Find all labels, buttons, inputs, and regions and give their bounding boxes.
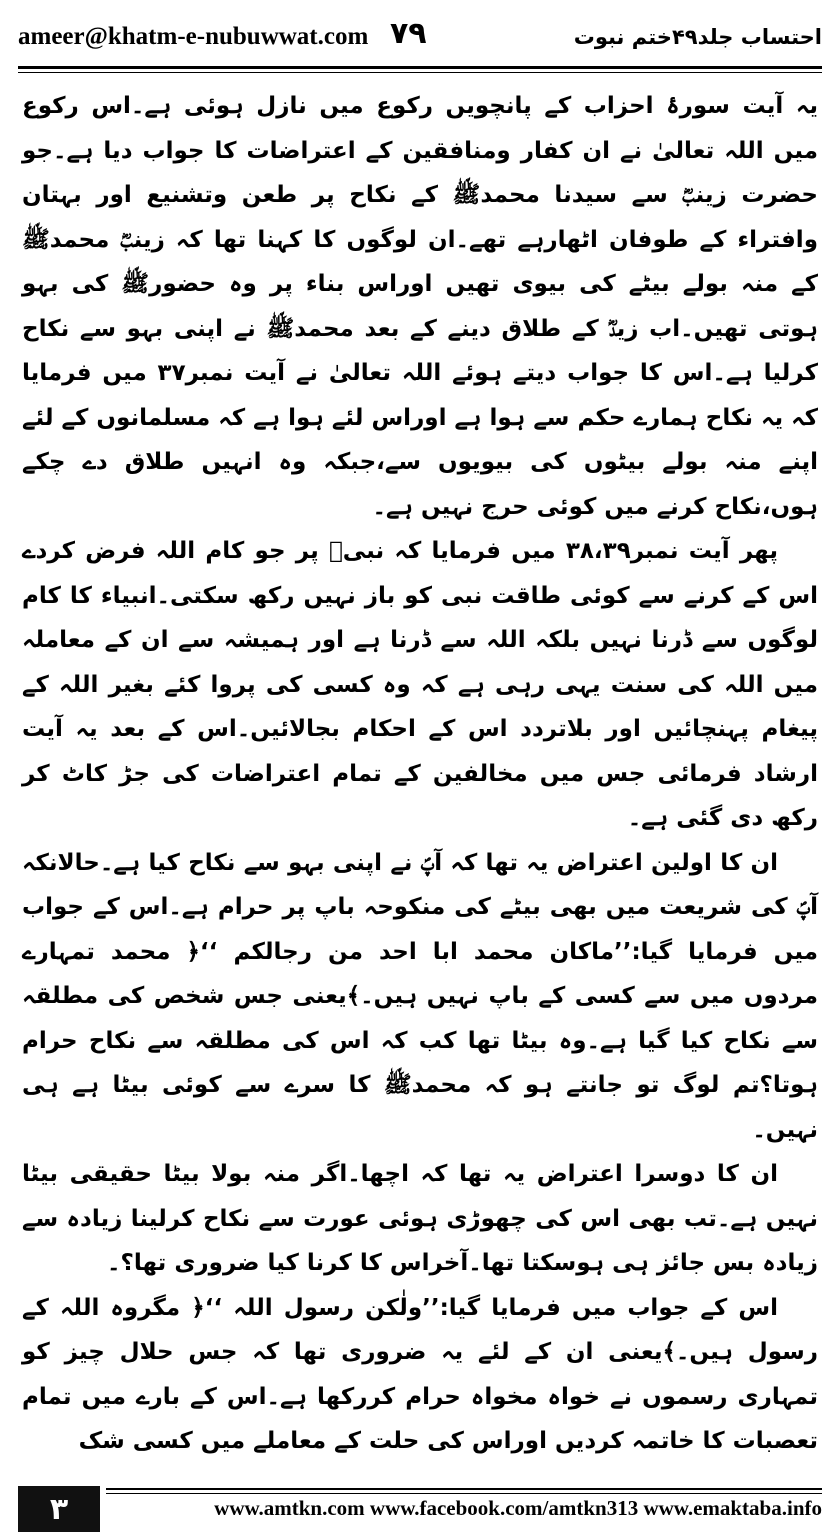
paragraph: ان کا دوسرا اعتراض یہ تھا کہ اچھا۔اگر منہ بولا بیٹا حقیقی بیٹا نہیں ہے۔تب بھی اس کی چھوڑی ہوئی عورت سے نکاح کرلینا زیادہ سے زیادہ بس جائز ہی ہوسکتا تھا۔آخراس کا کرنا کیا ضروری تھا؟۔: [22, 1161, 818, 1276]
footer-page-box: [18, 1486, 100, 1532]
paragraph: اس کے جواب میں فرمایا گیا:’’ولٰکن رسول اللہ ‘‘﴿ مگروہ اللہ کے رسول ہیں۔﴾یعنی ان کے لئے یہ ضروری تھا کہ جس حلال چیز کو تمہاری رسموں نے خواہ مخواہ حرام کررکھا ہے۔اس کے بارے میں تمام تعصبات کا خاتمہ کردیں اوراس کی حلت کے معاملے میں کسی شک: [22, 1294, 818, 1454]
footer-divider: [106, 1488, 822, 1490]
paragraph: یہ آیت سورۂ احزاب کے پانچویں رکوع میں نازل ہوئی ہے۔اس رکوع میں اللہ تعالیٰ نے ان کفار ومنافقین کے اعتراضات کا جواب دیا ہے۔جو حضرت زینبؓ سے سیدنا محمدﷺ کے نکاح پر طعن وتشنیع اور بہتان وافتراء کے طوفان اٹھارہے تھے۔ان لوگوں کا کہنا تھا کہ زینبؓ محمدﷺ کے منہ بولے بیٹے کی بیوی تھیں اوراس بناء پر وہ حضورﷺ کی بہو ہوتی تھیں۔اب زیدؓ کے طلاق دینے کے بعد محمدﷺ نے اپنی بہو سے نکاح کرلیا ہے۔اس کا جواب دیتے ہوئے اللہ تعالیٰ نے آیت نمبر۳۷ میں فرمایا کہ یہ نکاح ہمارے حکم سے ہوا ہے اوراس لئے ہوا ہے کہ مسلمانوں کے لئے اپنے منہ بولے بیٹوں کی بیویوں سے،جبکہ وہ انہیں طلاق دے چکے ہوں،نکاح کرنے میں کوئی حرج نہیں ہے۔: [22, 93, 818, 520]
page-footer: [18, 1482, 822, 1534]
footer-divider-thin: [106, 1493, 822, 1494]
page-number: ۷۹: [390, 16, 427, 51]
book-title: احتساب جلد۴۹ختم نبوت: [573, 25, 822, 49]
footer-links: www.amtkn.com www.facebook.com/amtkn313 www.emaktaba.info: [214, 1496, 822, 1520]
paragraph: پھر آیت نمبر۳۸،۳۹ میں فرمایا کہ نبیؐ پر جو کام اللہ فرض کردے اس کے کرنے سے کوئی طاقت نبی کو باز نہیں رکھ سکتی۔انبیاء کا کام لوگوں سے ڈرنا نہیں بلکہ اللہ سے ڈرنا ہے اور ہمیشہ سے ان کے معاملہ میں اللہ کی سنت یہی رہی ہے کہ وہ کسی کی پروا کئے بغیر اللہ کے پیغام پہنچائیں اور بلاتردد اس کے احکام بجالائیں۔اس کے بعد یہ آیت ارشاد فرمائی جس میں مخالفین کے تمام اعتراضات کی جڑ کاٹ کر رکھ دی گئی ہے۔: [22, 538, 818, 831]
page-header: [18, 14, 822, 60]
email-address: ameer@khatm-e-nubuwwat.com: [18, 23, 369, 50]
header-divider: [18, 66, 822, 69]
paragraph: ان کا اولین اعتراض یہ تھا کہ آپؐ نے اپنی بہو سے نکاح کیا ہے۔حالانکہ آپؐ کی شریعت میں بھی بیٹے کی منکوحہ باپ پر حرام ہے۔اس کے جواب میں فرمایا گیا:’’ماکان محمد ابا احد من رجالکم ‘‘﴿ محمد تمہارے مردوں میں سے کسی کے باپ نہیں ہیں۔﴾یعنی جس شخص کی مطلقہ سے نکاح کیا گیا ہے۔وہ بیٹا تھا کب کہ اس کی مطلقہ سے نکاح حرام ہوتا؟تم لوگ تو جانتے ہو کہ محمدﷺ کا سرے سے کوئی بیٹا ہے ہی نہیں۔: [22, 849, 818, 1143]
article-body: [22, 84, 818, 1454]
header-divider-thin: [18, 72, 822, 73]
footer-box-number: ۳: [49, 1491, 69, 1527]
